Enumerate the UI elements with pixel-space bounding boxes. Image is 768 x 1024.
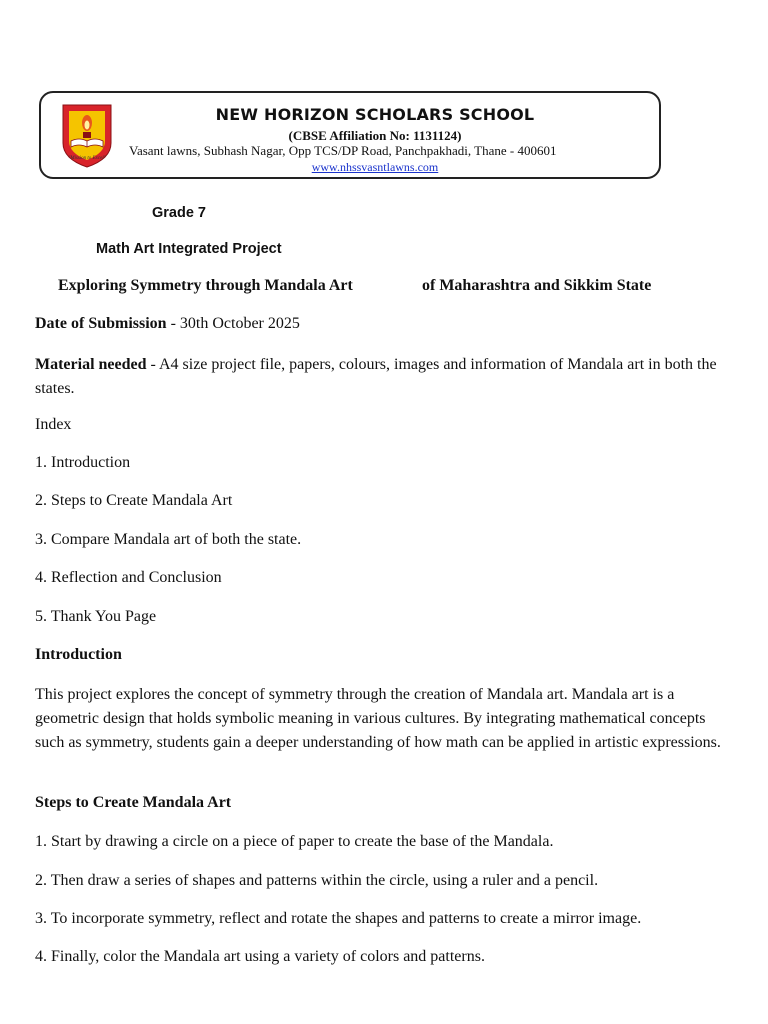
index-item: 3. Compare Mandala art of both the state. — [35, 531, 302, 548]
material-value: - A4 size project file, papers, colours, images and information of Mandala art in both the states. — [35, 356, 717, 397]
school-name: NEW HORIZON SCHOLARS SCHOOL — [215, 105, 535, 124]
project-title-part2: of Maharashtra and Sikkim State — [422, 277, 652, 294]
logo-tagline: "Mission to Excel" — [68, 156, 106, 161]
step-item: 1. Start by drawing a circle on a piece of paper to create the base of the Mandala. — [35, 833, 554, 850]
material-needed — [35, 353, 735, 401]
submission-date — [35, 315, 300, 333]
introduction-heading: Introduction — [35, 646, 122, 663]
index-item: 4. Reflection and Conclusion — [35, 569, 222, 586]
introduction-body: This project explores the concept of symmetry through the creation of Mandala art. Mandala art is a geometric design that holds symbolic meaning in various cultures. By integrating mathematical concepts such as symmetry, students gain a deeper understanding of how math can be applied in artistic expressions. — [35, 686, 721, 751]
index-heading: Index — [35, 416, 72, 433]
index-item: 2. Steps to Create Mandala Art — [35, 492, 233, 509]
submission-label: Date of Submission — [35, 315, 167, 332]
project-type: Math Art Integrated Project — [96, 241, 282, 257]
submission-value: - 30th October 2025 — [166, 315, 300, 332]
material-label: Material needed — [35, 356, 147, 373]
project-title-part1: Exploring Symmetry through Mandala Art — [58, 277, 353, 294]
steps-heading: Steps to Create Mandala Art — [35, 794, 232, 811]
grade-label: Grade 7 — [152, 205, 206, 221]
affiliation-number: (CBSE Affiliation No: 1131124) — [288, 128, 462, 143]
index-item: 1. Introduction — [35, 454, 131, 471]
step-item: 2. Then draw a series of shapes and patterns within the circle, using a ruler and a pencil. — [35, 872, 599, 889]
step-item: 3. To incorporate symmetry, reflect and rotate the shapes and patterns to create a mirror image. — [35, 910, 642, 927]
website-link[interactable]: www.nhssvasntlawns.com — [311, 160, 439, 174]
school-address: Vasant lawns, Subhash Nagar, Opp TCS/DP Road, Panchpakhadi, Thane - 400601 — [129, 143, 557, 158]
school-header — [39, 91, 661, 179]
index-item: 5. Thank You Page — [35, 608, 157, 625]
step-item: 4. Finally, color the Mandala art using a variety of colors and patterns. — [35, 948, 485, 965]
